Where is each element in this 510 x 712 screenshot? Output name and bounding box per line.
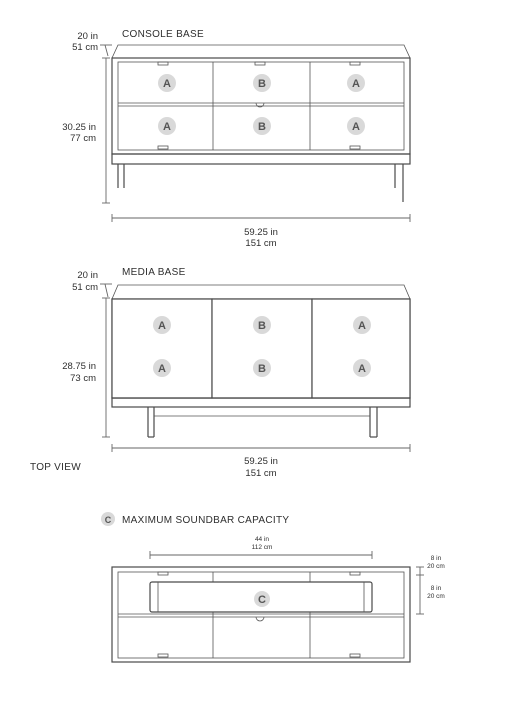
media-base-figure: [62, 267, 410, 479]
svg-text:B: B: [258, 78, 266, 90]
soundbar-topgap-cm: 20 cm: [427, 563, 445, 570]
media-door-right: [312, 299, 410, 398]
soundbar-width-cm: 112 cm: [251, 544, 273, 551]
svg-text:A: A: [158, 320, 166, 332]
soundbar-topgap-in: 8 in: [430, 555, 442, 562]
soundbar-marker: C: [104, 515, 112, 525]
console-depth-in: 20 in: [77, 31, 98, 42]
svg-text:A: A: [163, 121, 171, 133]
media-base-title: MEDIA BASE: [122, 267, 186, 278]
soundbar-inner-label: C: [258, 594, 266, 606]
console-height-in: 30.25 in: [62, 122, 96, 133]
console-base-title: CONSOLE BASE: [122, 29, 204, 40]
svg-text:B: B: [258, 320, 266, 332]
svg-text:A: A: [358, 320, 366, 332]
media-depth-cm: 51 cm: [72, 282, 98, 293]
svg-text:A: A: [352, 78, 360, 90]
soundbar-width-in: 44 in: [254, 536, 270, 543]
console-top-surface: [112, 45, 410, 58]
console-depth-cm: 51 cm: [72, 42, 98, 53]
svg-text:B: B: [258, 363, 266, 375]
svg-text:A: A: [358, 363, 366, 375]
media-width-in: 59.25 in: [244, 456, 278, 467]
svg-text:A: A: [352, 121, 360, 133]
console-width-in: 59.25 in: [244, 227, 278, 238]
media-door-center: [212, 299, 312, 398]
console-width-cm: 151 cm: [245, 238, 277, 249]
soundbar-title: MAXIMUM SOUNDBAR CAPACITY: [122, 515, 290, 526]
soundbar-figure: [101, 512, 445, 662]
soundbar-shelf-in: 8 in: [430, 585, 442, 592]
svg-text:A: A: [158, 363, 166, 375]
media-depth-in: 20 in: [77, 270, 98, 281]
media-height-cm: 73 cm: [70, 373, 96, 384]
media-height-in: 28.75 in: [62, 361, 96, 372]
media-width-cm: 151 cm: [245, 468, 277, 479]
media-door-left: [112, 299, 212, 398]
media-plinth: [112, 398, 410, 407]
console-depth-slant: [105, 45, 108, 56]
svg-text:A: A: [163, 78, 171, 90]
svg-text:B: B: [258, 121, 266, 133]
console-base-figure: [62, 29, 410, 249]
soundbar-shelf-cm: 20 cm: [427, 593, 445, 600]
media-top-surface: [112, 285, 410, 299]
console-plinth: [112, 154, 410, 164]
soundbar-cabinet: [112, 567, 410, 662]
console-height-cm: 77 cm: [70, 133, 96, 144]
top-view-label: TOP VIEW: [30, 462, 81, 473]
